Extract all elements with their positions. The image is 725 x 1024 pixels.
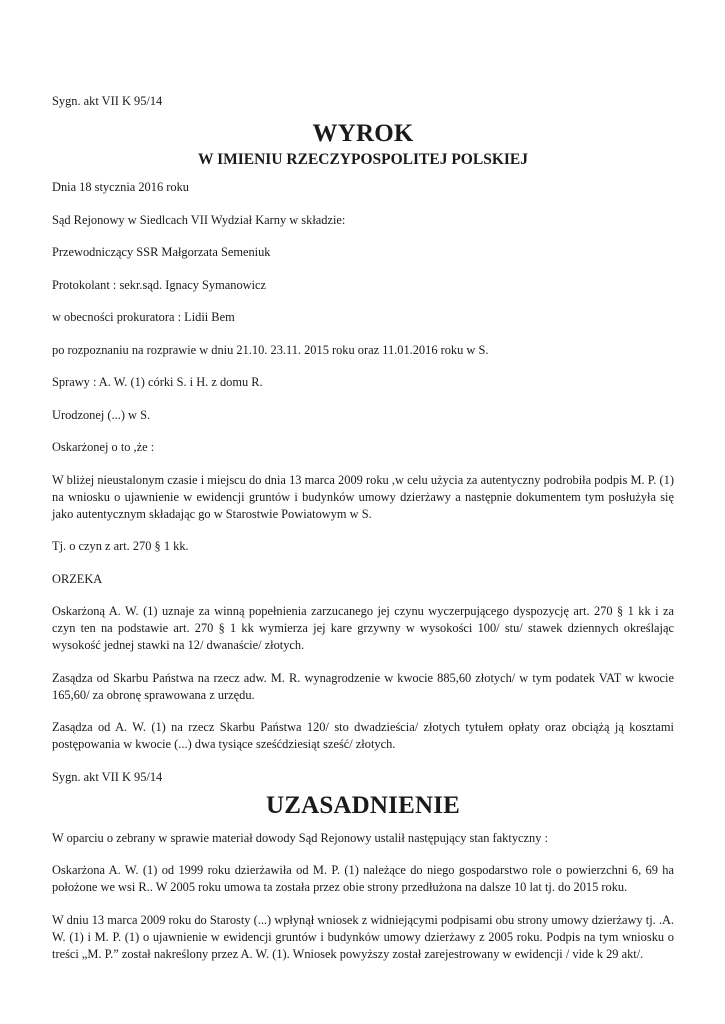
prosecutor-line: w obecności prokuratora : Lidii Bem <box>52 310 235 324</box>
case-number-top: Sygn. akt VII K 95/14 <box>52 94 163 108</box>
document-page <box>52 93 674 978</box>
court-line: Sąd Rejonowy w Siedlcach VII Wydział Karny w składzie: <box>52 212 346 227</box>
verdict-paragraph-3: Zasądza od A. W. (1) na rzecz Skarbu Państwa 120/ sto dwadzieścia/ złotych tytułem opłaty oraz obciążą ją kosztami postępowania w kwocie (...) dwa tysiące sześćdziesiąt sześć/ złotych. <box>52 720 674 751</box>
court-clerk: Protokolant : sekr.sąd. Ignacy Symanowicz <box>52 277 267 292</box>
verdict-paragraph-1: Oskarżoną A. W. (1) uznaje za winną popełnienia zarzucanego jej czynu wyczerpującego dyspozycję art. 270 § 1 kk i za czyn ten na podstawie art. 270 § 1 kk wymierza jej kare grzywny w wysokości 100/ stu/ stawek dziennych określając wysokość jednej stawki na 12/ dwanaście/ złotych. <box>52 604 674 652</box>
verdict-subtitle: W IMIENIU RZECZYPOSPOLITEJ POLSKIEJ <box>197 151 529 168</box>
case-of-line: Sprawy : A. W. (1) córki S. i H. z domu R. <box>52 375 263 389</box>
accused-of-line: Oskarżonej o to ,że : <box>52 440 155 454</box>
justification-paragraph-2: W dniu 13 marca 2009 roku do Starosty (...) wpłynął wniosek z widniejącymi podpisami obu strony umowy dzierżawy tj. .A. W. (1) i M. P. (1) o ujawnienie w ewidencji gruntów i budynków umowy dzierżawy z 2005 roku. Podpis na tym wniosku o treści „M. P.” został nakreślony przez A. W. (1). Wniosek powyższy został zarejestrowany w ewidencji / vide k 29 akt/. <box>52 912 674 961</box>
hearing-dates: po rozpoznaniu na rozprawie w dniu 21.10. 23.11. 2015 roku oraz 11.01.2016 roku w S. <box>52 342 489 357</box>
presiding-judge: Przewodniczący SSR Małgorzata Semeniuk <box>52 245 271 259</box>
case-number-mid: Sygn. akt VII K 95/14 <box>52 769 163 784</box>
charge-paragraph: W bliżej nieustalonym czasie i miejscu do dnia 13 marca 2009 roku ,w celu użycia za autentyczny podrobiła podpis M. P. (1) na wniosku o ujawnienie w ewidencji gruntów i budynków umowy dzierżawy a następnie dokumentem tym posłużyła się jako autentycznym składając go w Starostwie Powiatowym w S. <box>52 472 674 521</box>
justification-title: UZASADNIENIE <box>265 791 461 819</box>
justification-paragraph-1: Oskarżona A. W. (1) od 1999 roku dzierżawiła od M. P. (1) należące do niego gospodarstwo role o powierzchni 6, 69 ha położone we wsi R.. W 2005 roku umowa ta została przez obie strony przedłużona na dalsze 10 lat tj. do 2015 roku. <box>52 863 674 894</box>
legal-basis-line: Tj. o czyn z art. 270 § 1 kk. <box>52 539 189 553</box>
verdict-paragraph-2: Zasądza od Skarbu Państwa na rzecz adw. M. R. wynagrodzenie w kwocie 885,60 złotych/ w tym podatek VAT w kwocie 165,60/ za obronę sprawowana z urzędu. <box>52 670 674 702</box>
justification-intro: W oparciu o zebrany w sprawie materiał dowody Sąd Rejonowy ustalił następujący stan faktyczny : <box>52 830 548 845</box>
born-line: Urodzonej (...) w S. <box>52 407 151 422</box>
verdict-title: WYROK <box>312 120 414 147</box>
orzeka-heading: ORZEKA <box>52 571 103 586</box>
date-line: Dnia 18 stycznia 2016 roku <box>52 180 189 194</box>
